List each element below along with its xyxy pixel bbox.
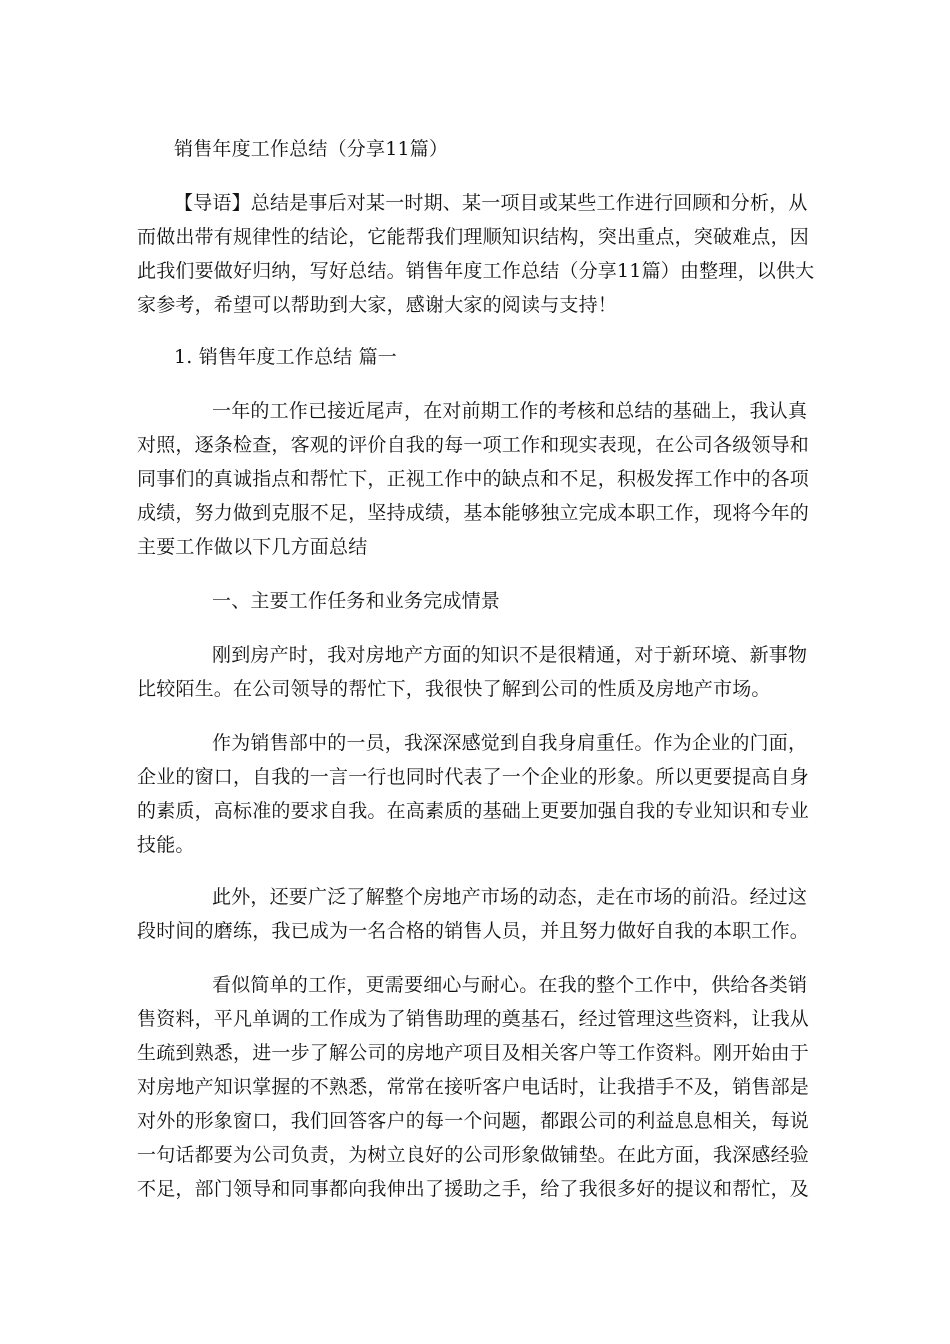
paragraph-line: 技能。 (137, 834, 195, 856)
subsection-heading: 一、主要工作任务和业务完成情景 (212, 590, 501, 612)
intro-line: 家参考，希望可以帮助到大家，感谢大家的阅读与支持！ (137, 294, 618, 316)
paragraph-line: 的素质，高标准的要求自我。在高素质的基础上更要加强自我的专业知识和专业 (137, 800, 810, 822)
paragraph-line: 一句话都要为公司负责，为树立良好的公司形象做铺垫。在此方面，我深感经验 (137, 1144, 810, 1166)
paragraph-line: 成绩，努力做到克服不足，坚持成绩，基本能够独立完成本职工作，现将今年的 (137, 502, 810, 524)
document-title: 销售年度工作总结（分享11篇） (174, 138, 449, 160)
paragraph-line: 对房地产知识掌握的不熟悉，常常在接听客户电话时，让我措手不及，销售部是 (137, 1076, 810, 1098)
paragraph-line: 此外，还要广泛了解整个房地产市场的动态，走在市场的前沿。经过这 (212, 886, 808, 908)
paragraph-line: 企业的窗口，自我的一言一行也同时代表了一个企业的形象。所以更要提高自身 (137, 766, 810, 788)
intro-line: 【导语】总结是事后对某一时期、某一项目或某些工作进行回顾和分析，从 (174, 192, 808, 214)
paragraph-line: 主要工作做以下几方面总结 (137, 536, 368, 558)
intro-line: 此我们要做好归纳，写好总结。销售年度工作总结（分享11篇）由整理，以供大 (137, 260, 815, 282)
paragraph-line: 对外的形象窗口，我们回答客户的每一个问题，都跟公司的利益息息相关，每说 (137, 1110, 810, 1132)
paragraph-line: 同事们的真诚指点和帮忙下，正视工作中的缺点和不足，积极发挥工作中的各项 (137, 468, 810, 490)
paragraph-line: 刚到房产时，我对房地产方面的知识不是很精通，对于新环境、新事物 (212, 644, 808, 666)
paragraph-line: 对照，逐条检查，客观的评价自我的每一项工作和现实表现，在公司各级领导和 (137, 434, 810, 456)
paragraph-line: 一年的工作已接近尾声，在对前期工作的考核和总结的基础上，我认真 (212, 400, 808, 422)
paragraph-line: 比较陌生。在公司领导的帮忙下，我很快了解到公司的性质及房地产市场。 (137, 678, 771, 700)
section-heading: 1. 销售年度工作总结 篇一 (174, 346, 398, 368)
paragraph-line: 生疏到熟悉，进一步了解公司的房地产项目及相关客户等工作资料。刚开始由于 (137, 1042, 810, 1064)
paragraph-line: 作为销售部中的一员，我深深感觉到自我身肩重任。作为企业的门面， (212, 732, 808, 754)
paragraph-line: 段时间的磨练，我已成为一名合格的销售人员，并且努力做好自我的本职工作。 (137, 920, 810, 942)
intro-line: 而做出带有规律性的结论，它能帮我们理顺知识结构，突出重点，突破难点，因 (137, 226, 810, 248)
paragraph-line: 看似简单的工作，更需要细心与耐心。在我的整个工作中，供给各类销 (212, 974, 808, 996)
paragraph-line: 售资料，平凡单调的工作成为了销售助理的奠基石，经过管理这些资料，让我从 (137, 1008, 810, 1030)
paragraph-line: 不足，部门领导和同事都向我伸出了援助之手，给了我很多好的提议和帮忙，及 (137, 1178, 810, 1200)
